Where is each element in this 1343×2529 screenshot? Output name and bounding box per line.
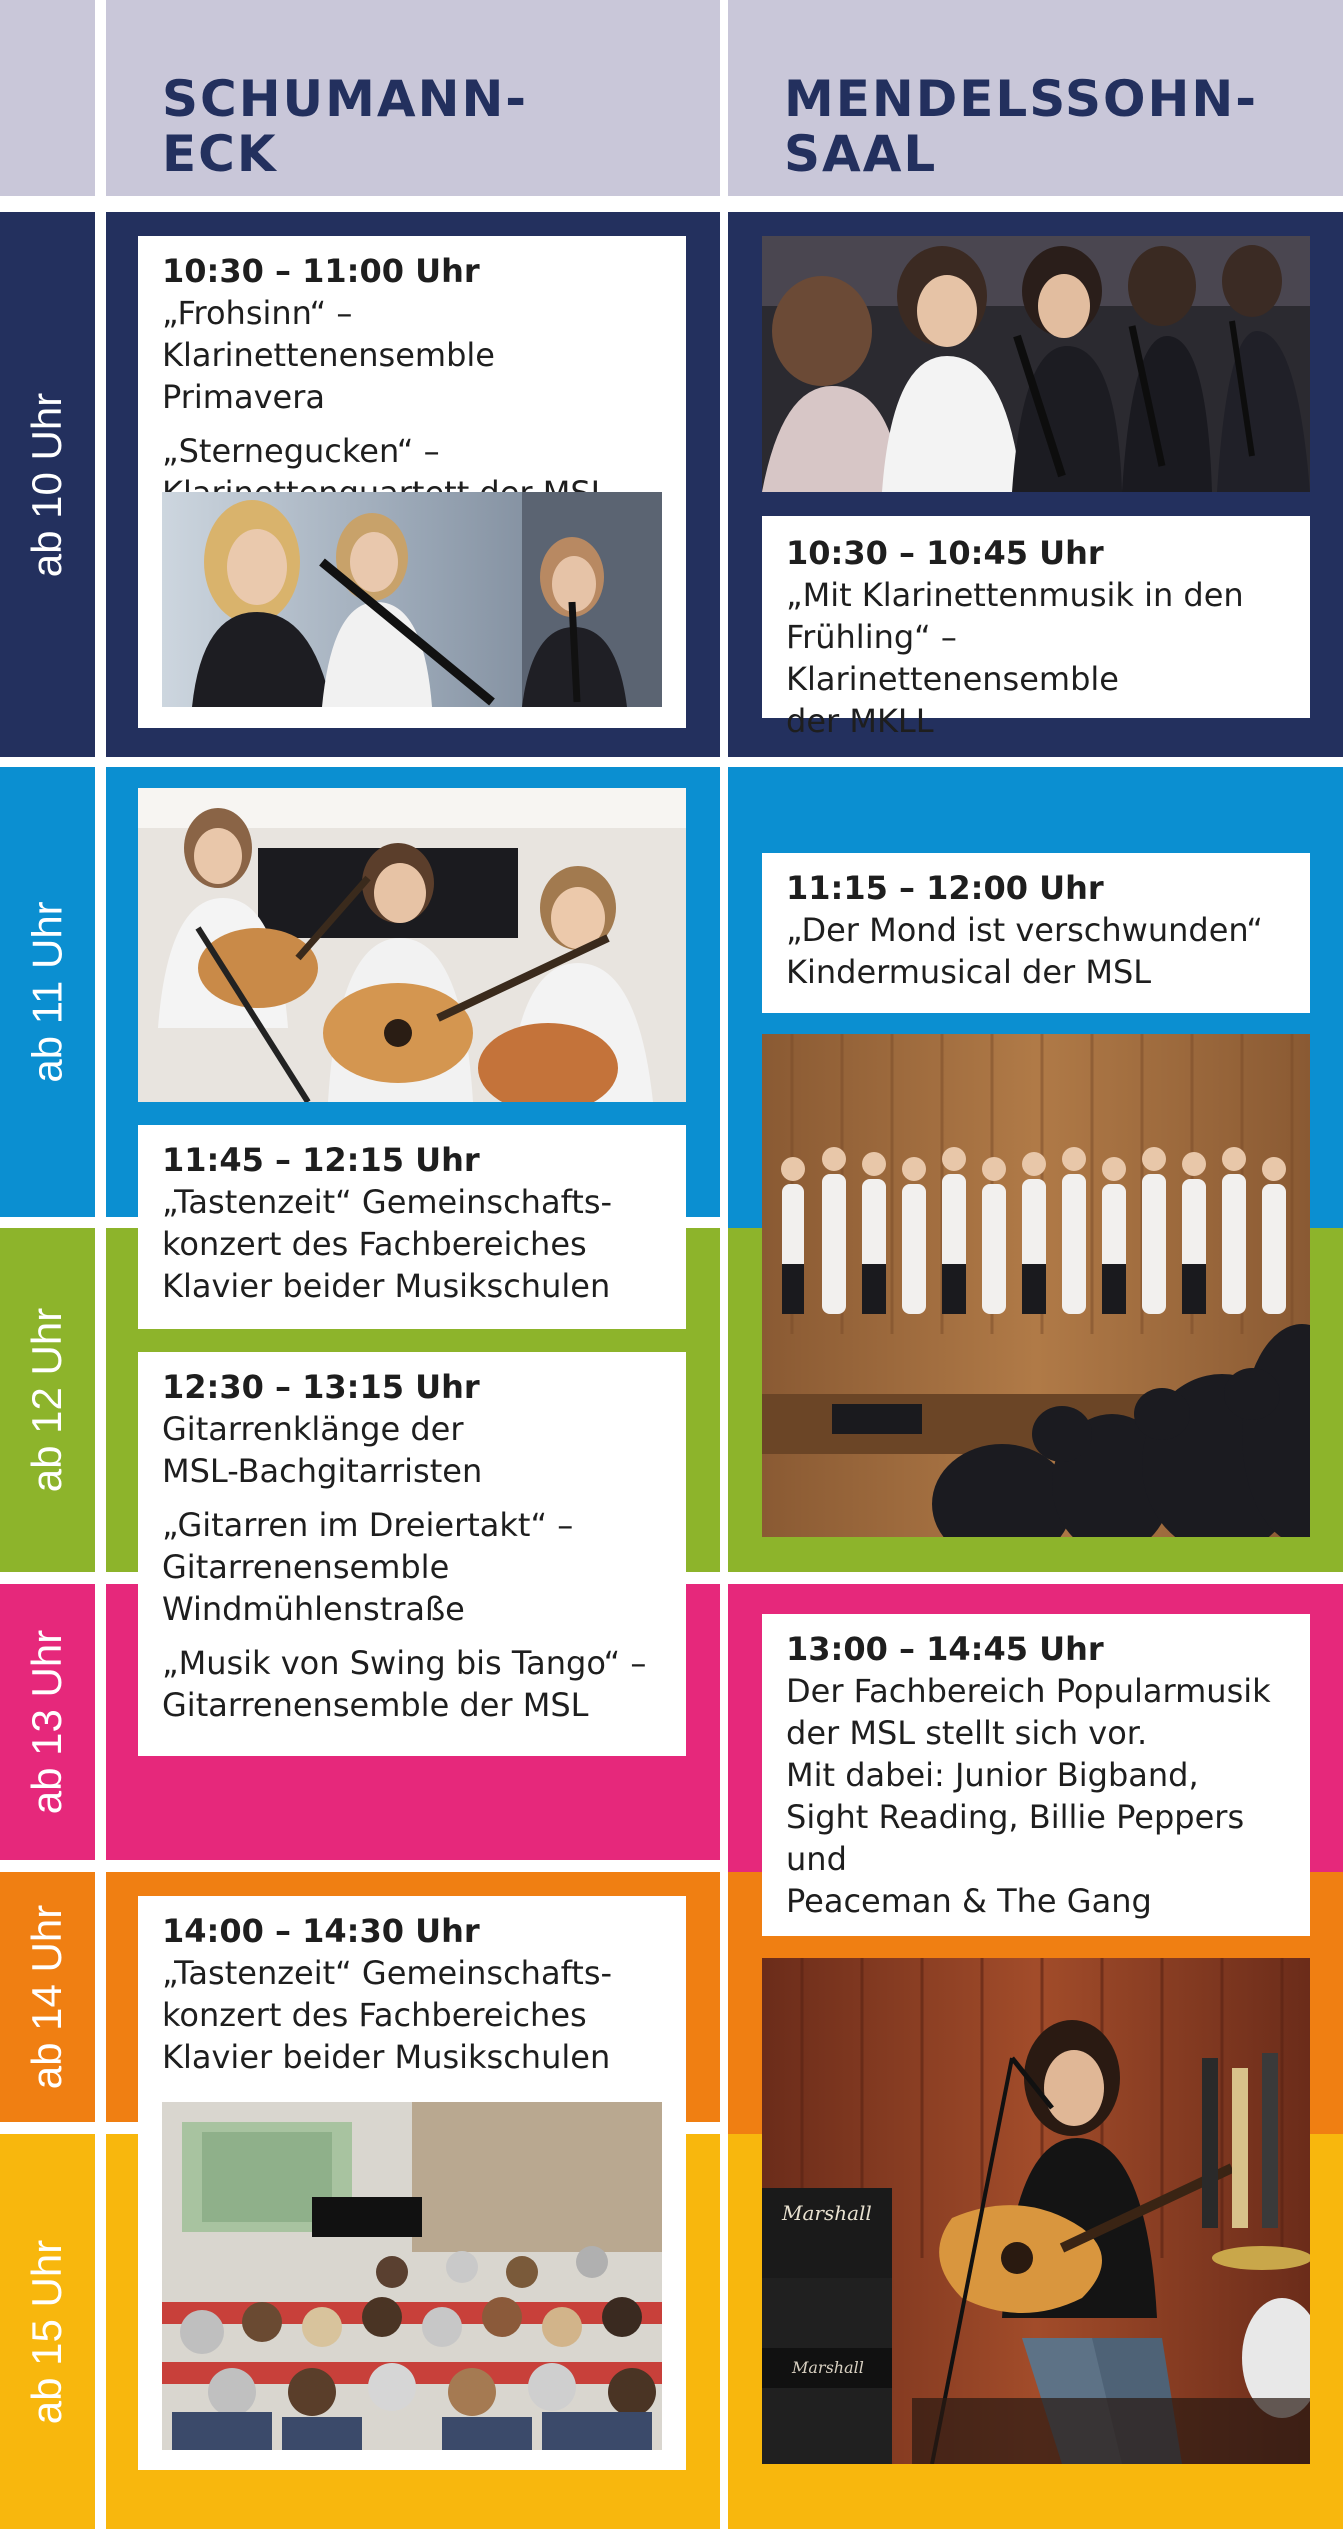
event-line: Gitarrenensemble	[162, 1548, 450, 1586]
event-line: „Tastenzeit“ Gemeinschafts-	[162, 1183, 613, 1221]
time-label-13: ab 13 Uhr	[0, 1584, 95, 1860]
event-line: Mit dabei: Junior Bigband,	[786, 1756, 1199, 1794]
schumann-event-card-1	[138, 236, 686, 728]
event-line: „Gitarren im Dreiertakt“ –	[162, 1506, 574, 1544]
event-line: MSL-Bachgitarristen	[162, 1452, 483, 1490]
schumann-title: SCHUMANN- ECK	[162, 70, 529, 183]
event-line: „Mit Klarinettenmusik in den	[786, 576, 1244, 614]
event-time: 11:15 – 12:00 Uhr	[786, 869, 1104, 907]
mendelssohn-event-card-3	[762, 1614, 1310, 1936]
time-label-12: ab 12 Uhr	[0, 1228, 95, 1572]
event-time: 10:30 – 11:00 Uhr	[162, 252, 480, 290]
event-line: „Sternegucken“ –	[162, 432, 440, 470]
singer-guitarist-photo	[762, 1958, 1310, 2464]
childrens-choir-photo	[762, 1034, 1310, 1537]
event-time: 11:45 – 12:15 Uhr	[162, 1141, 480, 1179]
event-time: 10:30 – 10:45 Uhr	[786, 534, 1104, 572]
event-line: der MSL stellt sich vor.	[786, 1714, 1148, 1752]
event-line: Gitarrenensemble der MSL	[162, 1686, 589, 1724]
event-line: Der Fachbereich Popularmusik	[786, 1672, 1271, 1710]
amp-logo-lower: Marshall	[792, 2358, 864, 2377]
mendelssohn-event-card-2	[762, 853, 1310, 1013]
event-line: Klarinettenensemble Primavera	[162, 336, 495, 416]
header-schumann	[106, 0, 720, 196]
event-line: „Der Mond ist verschwunden“	[786, 911, 1263, 949]
event-time: 12:30 – 13:15 Uhr	[162, 1368, 480, 1406]
event-line: konzert des Fachbereiches	[162, 1996, 587, 2034]
clarinet-orchestra-photo	[762, 236, 1310, 492]
clarinet-players-photo	[162, 492, 662, 707]
event-line: Sight Reading, Billie Peppers und	[786, 1798, 1245, 1878]
time-label-14: ab 14 Uhr	[0, 1872, 95, 2122]
event-line: Windmühlenstraße	[162, 1590, 465, 1628]
schumann-event-card-2	[138, 1125, 686, 1329]
event-line: der MKLL	[786, 702, 934, 740]
time-label-15: ab 15 Uhr	[0, 2134, 95, 2529]
time-label-11: ab 11 Uhr	[0, 767, 95, 1217]
event-line: „Frohsinn“ –	[162, 294, 353, 332]
piano-concert-audience-photo	[162, 2102, 662, 2450]
event-time: 14:00 – 14:30 Uhr	[162, 1912, 480, 1950]
header-mendelssohn	[728, 0, 1343, 196]
schumann-event-card-4	[138, 1896, 686, 2470]
event-line: Frühling“ – Klarinettenensemble	[786, 618, 1119, 698]
event-line: Peaceman & The Gang	[786, 1882, 1152, 1920]
event-line: Gitarrenklänge der	[162, 1410, 464, 1448]
mendelssohn-title: MENDELSSOHN- SAAL	[784, 70, 1258, 183]
mendelssohn-event-card-1	[762, 516, 1310, 740]
event-time: 13:00 – 14:45 Uhr	[786, 1630, 1104, 1668]
time-label-10: ab 10 Uhr	[0, 212, 95, 757]
guitar-students-photo	[138, 788, 686, 1102]
event-line: Klavier beider Musikschulen	[162, 2038, 611, 2076]
amp-logo: Marshall	[782, 2201, 872, 2225]
event-line: konzert des Fachbereiches	[162, 1225, 587, 1263]
event-line: Kindermusical der MSL	[786, 953, 1152, 991]
header-corner	[0, 0, 95, 196]
event-line: „Musik von Swing bis Tango“ –	[162, 1644, 647, 1682]
event-line: Klavier beider Musikschulen	[162, 1267, 611, 1305]
event-line: „Tastenzeit“ Gemeinschafts-	[162, 1954, 613, 1992]
schumann-event-card-3	[138, 1352, 686, 1756]
